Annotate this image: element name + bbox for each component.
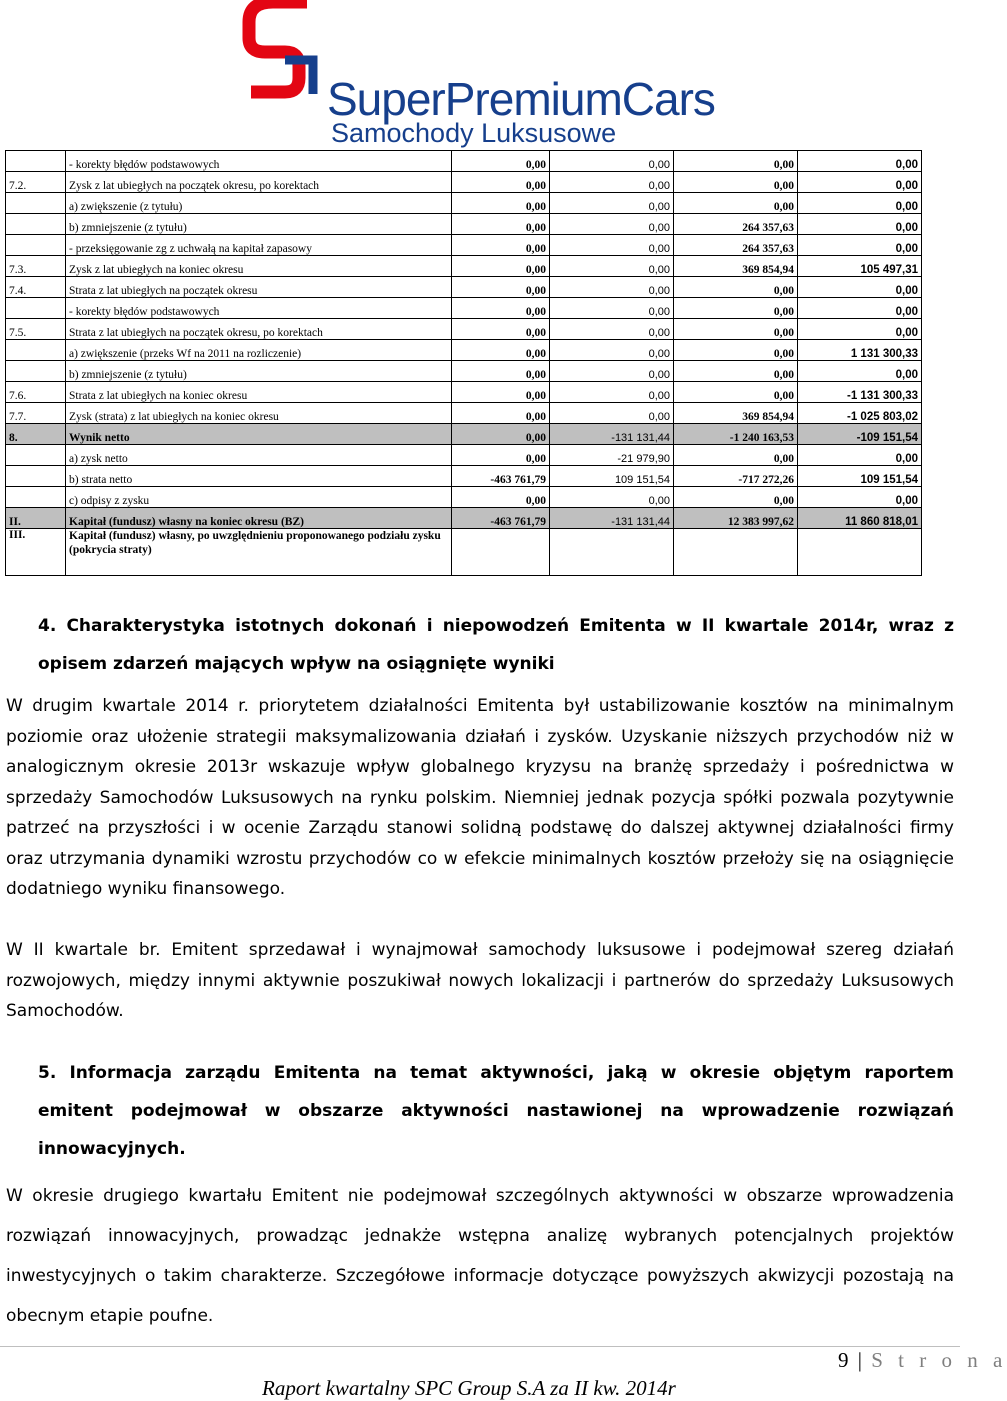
equity-changes-table <box>5 150 922 576</box>
value-cell: -21 979,90 <box>550 445 674 466</box>
value-cell: 0,00 <box>550 256 674 277</box>
logo-wordmark: SuperPremiumCars <box>327 73 715 125</box>
value-cell: 0,00 <box>674 277 798 298</box>
value-cell: -131 131,44 <box>550 508 674 529</box>
value-cell: 0,00 <box>452 256 550 277</box>
value-cell: 0,00 <box>798 361 922 382</box>
value-cell: -463 761,79 <box>452 508 550 529</box>
value-cell: -109 151,54 <box>798 424 922 445</box>
table-row <box>6 319 922 340</box>
value-cell: 0,00 <box>798 319 922 340</box>
value-cell: 0,00 <box>674 319 798 340</box>
value-cell: -463 761,79 <box>452 466 550 487</box>
value-cell: 0,00 <box>798 277 922 298</box>
value-cell: 0,00 <box>674 445 798 466</box>
value-cell: 0,00 <box>798 193 922 214</box>
value-cell <box>550 529 674 576</box>
row-number-cell <box>6 340 66 361</box>
table-row <box>6 298 922 319</box>
value-cell: 0,00 <box>452 340 550 361</box>
value-cell: 0,00 <box>452 193 550 214</box>
row-label-cell: Strata z lat ubiegłych na koniec okresu <box>66 382 452 403</box>
table-row <box>6 151 922 172</box>
row-number-cell: II. <box>6 508 66 529</box>
value-cell: 264 357,63 <box>674 235 798 256</box>
row-label-cell: a) zwiększenie (przeks Wf na 2011 na rozliczenie) <box>66 340 452 361</box>
row-label-cell: Zysk (strata) z lat ubiegłych na koniec okresu <box>66 403 452 424</box>
section-4-heading: 4. Charakterystyka istotnych dokonań i niepowodzeń Emitenta w II kwartale 2014r, wraz z opisem zdarzeń mających wpływ na osiągnięte wyniki <box>38 616 954 674</box>
report-title: Raport kwartalny SPC Group S.A za II kw. 2014r <box>262 1376 676 1400</box>
row-label-cell: - korekty błędów podstawowych <box>66 151 452 172</box>
table-row <box>6 508 922 529</box>
row-label-cell: Kapitał (fundusz) własny, po uwzględnieniu proponowanego podziału zysku (pokrycia straty) <box>66 529 452 576</box>
value-cell: 369 854,94 <box>674 403 798 424</box>
logo-mark-icon <box>245 0 335 150</box>
row-label-cell: Strata z lat ubiegłych na początek okresu <box>66 277 452 298</box>
row-number-cell: 7.2. <box>6 172 66 193</box>
table-row <box>6 487 922 508</box>
value-cell: 0,00 <box>674 487 798 508</box>
value-cell: 109 151,54 <box>798 466 922 487</box>
value-cell: 0,00 <box>550 361 674 382</box>
company-logo <box>245 0 715 150</box>
value-cell: 0,00 <box>550 214 674 235</box>
row-number-cell <box>6 151 66 172</box>
row-label-cell: a) zwiększenie (z tytułu) <box>66 193 452 214</box>
value-cell: 0,00 <box>674 382 798 403</box>
row-number-cell: III. <box>6 529 66 576</box>
row-number-cell <box>6 214 66 235</box>
value-cell: 11 860 818,01 <box>798 508 922 529</box>
value-cell: 12 383 997,62 <box>674 508 798 529</box>
value-cell: -1 025 803,02 <box>798 403 922 424</box>
value-cell: 0,00 <box>550 487 674 508</box>
row-number-cell <box>6 361 66 382</box>
value-cell: 0,00 <box>674 298 798 319</box>
value-cell: 0,00 <box>452 151 550 172</box>
value-cell: 0,00 <box>550 172 674 193</box>
table-row <box>6 235 922 256</box>
value-cell: 0,00 <box>798 151 922 172</box>
page-number-value: 9 <box>838 1348 851 1372</box>
table-row <box>6 466 922 487</box>
table-row <box>6 382 922 403</box>
row-label-cell: c) odpisy z zysku <box>66 487 452 508</box>
row-label-cell: Zysk z lat ubiegłych na początek okresu, po korektach <box>66 172 452 193</box>
value-cell: 0,00 <box>452 235 550 256</box>
row-number-cell: 7.6. <box>6 382 66 403</box>
value-cell <box>452 529 550 576</box>
value-cell: 264 357,63 <box>674 214 798 235</box>
value-cell: 0,00 <box>452 382 550 403</box>
table-row <box>6 445 922 466</box>
value-cell: -1 240 163,53 <box>674 424 798 445</box>
section-5-heading: 5. Informacja zarządu Emitenta na temat aktywności, jaką w okresie objętym raportem emitent podejmował w obszarze aktywności nastawionej na wprowadzenie rozwiązań innowacyjnych. <box>38 1063 954 1159</box>
value-cell: 0,00 <box>550 151 674 172</box>
row-label-cell: b) zmniejszenie (z tytułu) <box>66 214 452 235</box>
value-cell: 0,00 <box>798 487 922 508</box>
value-cell: 0,00 <box>550 382 674 403</box>
table-row <box>6 214 922 235</box>
row-label-cell: b) strata netto <box>66 466 452 487</box>
value-cell: 0,00 <box>550 277 674 298</box>
page-number <box>838 1348 1007 1373</box>
row-label-cell: Strata z lat ubiegłych na początek okresu, po korektach <box>66 319 452 340</box>
value-cell: 0,00 <box>452 214 550 235</box>
page-word: S t r o n a <box>871 1348 1007 1372</box>
value-cell: 0,00 <box>550 298 674 319</box>
value-cell: -717 272,26 <box>674 466 798 487</box>
value-cell: 0,00 <box>550 235 674 256</box>
value-cell: 0,00 <box>452 445 550 466</box>
value-cell: -1 131 300,33 <box>798 382 922 403</box>
row-number-cell <box>6 235 66 256</box>
value-cell: 0,00 <box>674 361 798 382</box>
table-row <box>6 256 922 277</box>
value-cell: 0,00 <box>798 172 922 193</box>
value-cell <box>674 529 798 576</box>
value-cell: 109 151,54 <box>550 466 674 487</box>
value-cell: 0,00 <box>452 361 550 382</box>
table-row <box>6 277 922 298</box>
value-cell: 0,00 <box>452 172 550 193</box>
row-label-cell: b) zmniejszenie (z tytułu) <box>66 361 452 382</box>
row-label-cell: Zysk z lat ubiegłych na koniec okresu <box>66 256 452 277</box>
row-number-cell: 7.7. <box>6 403 66 424</box>
footer-divider <box>0 1346 960 1347</box>
table-row <box>6 172 922 193</box>
value-cell: 1 131 300,33 <box>798 340 922 361</box>
logo-tagline: Samochody Luksusowe <box>331 118 617 148</box>
row-number-cell <box>6 445 66 466</box>
row-label-cell: Kapitał (fundusz) własny na koniec okresu (BZ) <box>66 508 452 529</box>
value-cell: 0,00 <box>798 214 922 235</box>
row-number-cell: 7.4. <box>6 277 66 298</box>
value-cell: 369 854,94 <box>674 256 798 277</box>
value-cell: -131 131,44 <box>550 424 674 445</box>
value-cell: 0,00 <box>550 340 674 361</box>
value-cell: 0,00 <box>550 319 674 340</box>
table-row <box>6 361 922 382</box>
value-cell: 0,00 <box>452 424 550 445</box>
value-cell: 105 497,31 <box>798 256 922 277</box>
value-cell: 0,00 <box>798 298 922 319</box>
row-label-cell: a) zysk netto <box>66 445 452 466</box>
row-number-cell <box>6 466 66 487</box>
row-number-cell <box>6 298 66 319</box>
table-row <box>6 424 922 445</box>
value-cell: 0,00 <box>674 151 798 172</box>
value-cell: 0,00 <box>674 193 798 214</box>
row-label-cell: - przeksięgowanie zg z uchwałą na kapitał zapasowy <box>66 235 452 256</box>
value-cell: 0,00 <box>452 319 550 340</box>
row-number-cell: 8. <box>6 424 66 445</box>
row-number-cell: 7.5. <box>6 319 66 340</box>
table-row <box>6 340 922 361</box>
table-row <box>6 193 922 214</box>
table-row <box>6 403 922 424</box>
row-number-cell: 7.3. <box>6 256 66 277</box>
value-cell: 0,00 <box>674 340 798 361</box>
section-4-paragraph-2: W II kwartale br. Emitent sprzedawał i wynajmował samochody luksusowe i podejmował szereg działań rozwojowych, między innymi aktywnie poszukiwał nowych lokalizacji i partnerów do sprzedaży Luksusowych Samochodów. <box>6 940 954 1021</box>
value-cell: 0,00 <box>452 403 550 424</box>
value-cell: 0,00 <box>452 487 550 508</box>
value-cell: 0,00 <box>798 445 922 466</box>
section-4-paragraph-1: W drugim kwartale 2014 r. priorytetem działalności Emitenta był ustabilizowanie kosztów na minimalnym poziomie oraz ułożenie strategii maksymalizowania działań i zysków. Uzyskanie niższych przychodów niż w analogicznym okresie 2013r wskazuje wpływ globalnego kryzysu na branżę sprzedaży i pośrednictwa w sprzedaży Samochodów Luksusowych na rynku polskim. Niemniej jednak pozycja spółki pozwala pozytywnie patrzeć na przyszłości i w ocenie Zarządu stanowi solidną podstawę do dalszej aktywnej działalności firmy oraz utrzymania dynamiki wzrostu przychodów co w efekcie minimalnych kosztów przełoży się na osiągnięcie dodatniego wyniku finansowego. <box>6 696 954 899</box>
table-row <box>6 529 922 576</box>
value-cell: 0,00 <box>674 172 798 193</box>
row-number-cell <box>6 193 66 214</box>
value-cell: 0,00 <box>452 298 550 319</box>
value-cell <box>798 529 922 576</box>
row-label-cell: - korekty błędów podstawowych <box>66 298 452 319</box>
value-cell: 0,00 <box>550 403 674 424</box>
row-label-cell: Wynik netto <box>66 424 452 445</box>
page-number-separator: | <box>850 1348 872 1372</box>
section-5-paragraph-1: W okresie drugiego kwartału Emitent nie podejmował szczególnych aktywności w obszarze wprowadzenia rozwiązań innowacyjnych, prowadząc jednakże wstępna analizę wybranych potencjalnych projektów inwestycyjnych o takim charakterze. Szczegółowe informacje dotyczące powyższych akwizycji pozostają na obecnym etapie poufne. <box>6 1186 954 1326</box>
value-cell: 0,00 <box>798 235 922 256</box>
row-number-cell <box>6 487 66 508</box>
value-cell: 0,00 <box>550 193 674 214</box>
value-cell: 0,00 <box>452 277 550 298</box>
